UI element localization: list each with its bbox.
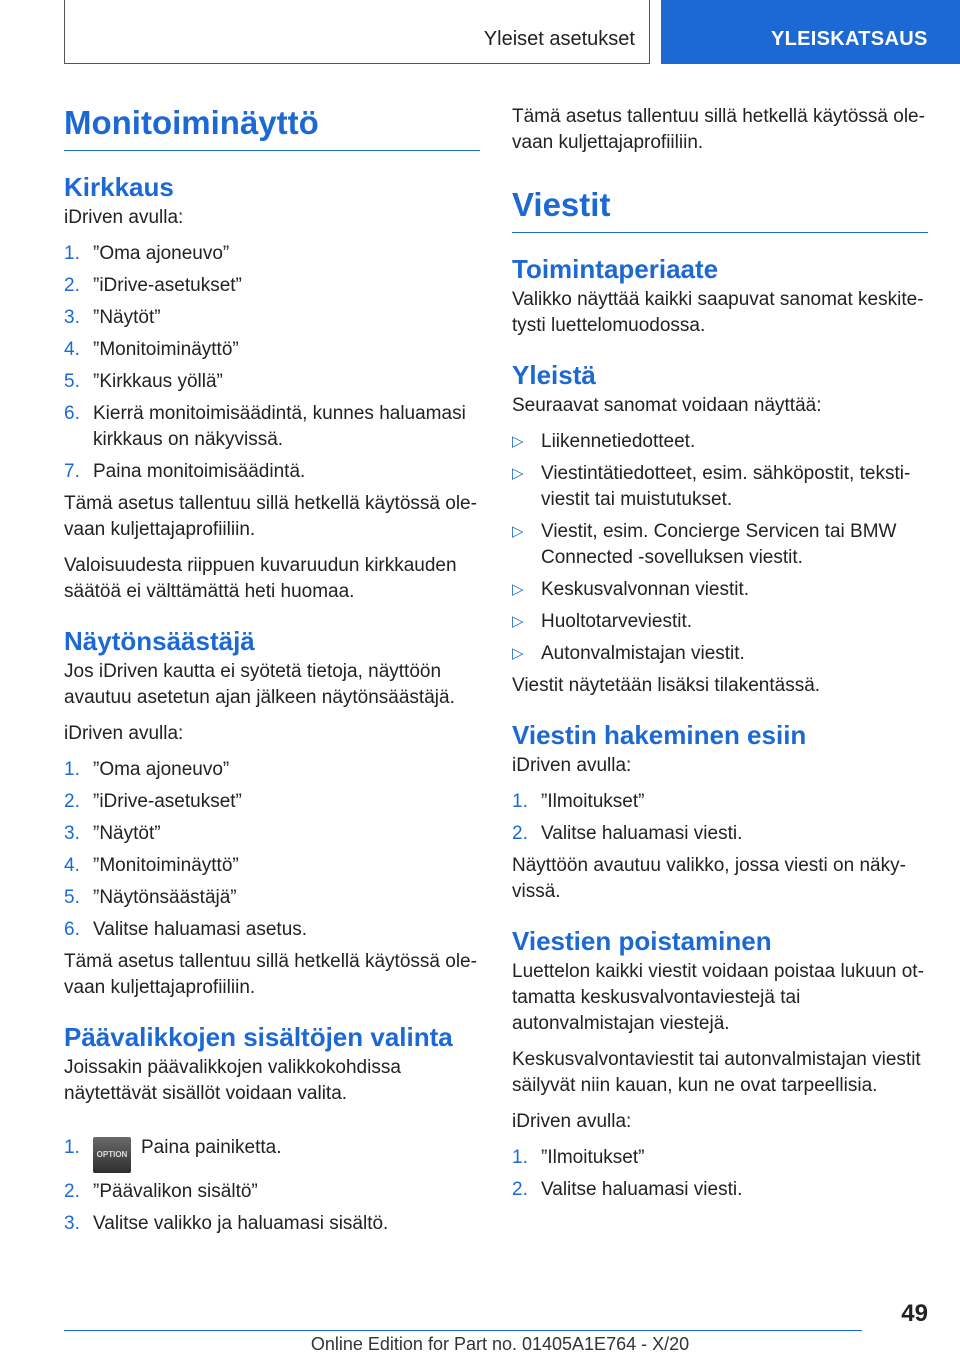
page-title: Monitoiminäyttö xyxy=(64,104,480,151)
list-item: 4. ”Monitoiminäyttö” xyxy=(64,855,239,876)
section-heading-screensaver: Näytönsäästäjä xyxy=(64,626,255,656)
list-item: 2. Valitse haluamasi viesti. xyxy=(512,1179,743,1200)
retrieve-intro: iDriven avulla: xyxy=(512,755,632,776)
header-section-title: Yleiset asetukset xyxy=(483,28,635,50)
list-item: 1. ”Ilmoitukset” xyxy=(512,791,645,812)
list-item: 2. ”Päävalikon sisältö” xyxy=(64,1181,258,1202)
general-items xyxy=(512,429,928,667)
list-item: 2. Valitse haluamasi viesti. xyxy=(512,823,743,844)
list-item: 5. ”Kirkkaus yöllä” xyxy=(64,371,223,392)
list-item: 3. Valitse valikko ja haluamasi sisältö. xyxy=(64,1213,389,1234)
list-item: ▷ Autonvalmistajan viestit. xyxy=(512,643,745,664)
list-item: 3. ”Näytöt” xyxy=(64,823,161,844)
page-number: 49 xyxy=(901,1300,928,1327)
header-box xyxy=(64,0,650,64)
delete-steps xyxy=(512,1145,928,1203)
section-heading-general: Yleistä xyxy=(512,360,596,390)
list-item: 1. OPTION Paina painiketta. xyxy=(64,1123,480,1173)
right-column xyxy=(512,104,928,1209)
list-item: ▷ Viestintätiedotteet, esim. sähköpostit, tekstiviestit tai muistutukset. xyxy=(512,463,911,510)
screensaver-steps xyxy=(64,757,480,943)
delete-text-2: Keskusvalvontaviestit tai autonvalmistajan viestit säilyvät niin kauan, kun ne ovat tarpeellisia. xyxy=(512,1049,921,1096)
list-item: 2. ”iDrive-asetukset” xyxy=(64,275,242,296)
list-item: 1. ”Oma ajoneuvo” xyxy=(64,759,230,780)
brightness-intro: iDriven avulla: xyxy=(64,207,184,228)
list-item: 5. ”Näytönsäästäjä” xyxy=(64,887,237,908)
screensaver-intro: iDriven avulla: xyxy=(64,723,184,744)
list-item: ▷ Liikennetiedotteet. xyxy=(512,431,696,452)
list-item: 1. ”Ilmoitukset” xyxy=(512,1147,645,1168)
list-item: 2. ”iDrive-asetukset” xyxy=(64,791,242,812)
left-column xyxy=(64,96,480,1243)
option-button-icon: OPTION xyxy=(93,1137,131,1173)
retrieve-outro: Näyttöön avautuu valikko, jossa viesti on näkyvissä. xyxy=(512,855,906,902)
general-intro: Seuraavat sanomat voidaan näyttää: xyxy=(512,395,822,416)
carryover-note: Tämä asetus tallentuu sillä hetkellä käytössä olevaan kuljettajaprofiiliin. xyxy=(512,106,925,153)
section-heading-brightness: Kirkkaus xyxy=(64,172,174,202)
brightness-note-2: Valoisuudesta riippuen kuvaruudun kirkkauden säätöä ei välttämättä heti huomaa. xyxy=(64,555,457,602)
list-item: 6. Valitse haluamasi asetus. xyxy=(64,919,308,940)
screensaver-note: Tämä asetus tallentuu sillä hetkellä käytössä olevaan kuljettajaprofiiliin. xyxy=(64,951,477,998)
screensaver-text: Jos iDriven kautta ei syötetä tietoja, näyttöön avautuu asetetun ajan jälkeen näytönsäästäjä. xyxy=(64,661,455,708)
section-title-messages: Viestit xyxy=(512,186,928,233)
list-item: 6. Kierrä monitoimisäädintä, kunnes haluamasi kirkkaus on näkyvissä. xyxy=(64,403,466,450)
section-heading-mainmenu: Päävalikkojen sisältöjen valinta xyxy=(64,1022,453,1052)
general-outro: Viestit näytetään lisäksi tilakentässä. xyxy=(512,675,821,696)
list-item: 7. Paina monitoimisäädintä. xyxy=(64,461,306,482)
list-item: 4. ”Monitoiminäyttö” xyxy=(64,339,239,360)
list-item: ▷ Keskusvalvonnan viestit. xyxy=(512,579,750,600)
delete-text: Luettelon kaikki viestit voidaan poistaa lukuun ottamatta keskusvalvontaviestejä tai autonvalmistajan viestejä. xyxy=(512,961,924,1034)
mainmenu-text: Joissakin päävalikkojen valikkokohdissa näytettävät sisällöt voidaan valita. xyxy=(64,1057,401,1104)
delete-intro: iDriven avulla: xyxy=(512,1111,632,1132)
brightness-note: Tämä asetus tallentuu sillä hetkellä käytössä olevaan kuljettajaprofiiliin. xyxy=(64,493,477,540)
retrieve-steps xyxy=(512,789,928,847)
footer-divider xyxy=(64,1330,862,1331)
brightness-steps xyxy=(64,241,480,485)
mainmenu-steps xyxy=(64,1123,480,1237)
list-item: ▷ Viestit, esim. Concierge Servicen tai BMW Connected -sovelluksen viestit. xyxy=(512,521,897,568)
section-heading-principle: Toimintaperiaate xyxy=(512,254,719,284)
list-item: 1. ”Oma ajoneuvo” xyxy=(64,243,230,264)
list-item: 3. ”Näytöt” xyxy=(64,307,161,328)
list-item: ▷ Huoltotarveviestit. xyxy=(512,611,693,632)
section-heading-delete: Viestien poistaminen xyxy=(512,926,772,956)
section-heading-retrieve: Viestin hakeminen esiin xyxy=(512,720,807,750)
principle-text: Valikko näyttää kaikki saapuvat sanomat keskitetysti luettelomuodossa. xyxy=(512,289,924,336)
footer-edition: Online Edition for Part no. 01405A1E764 - X/20 xyxy=(310,1334,690,1354)
header-chapter-tab: YLEISKATSAUS xyxy=(661,0,960,64)
